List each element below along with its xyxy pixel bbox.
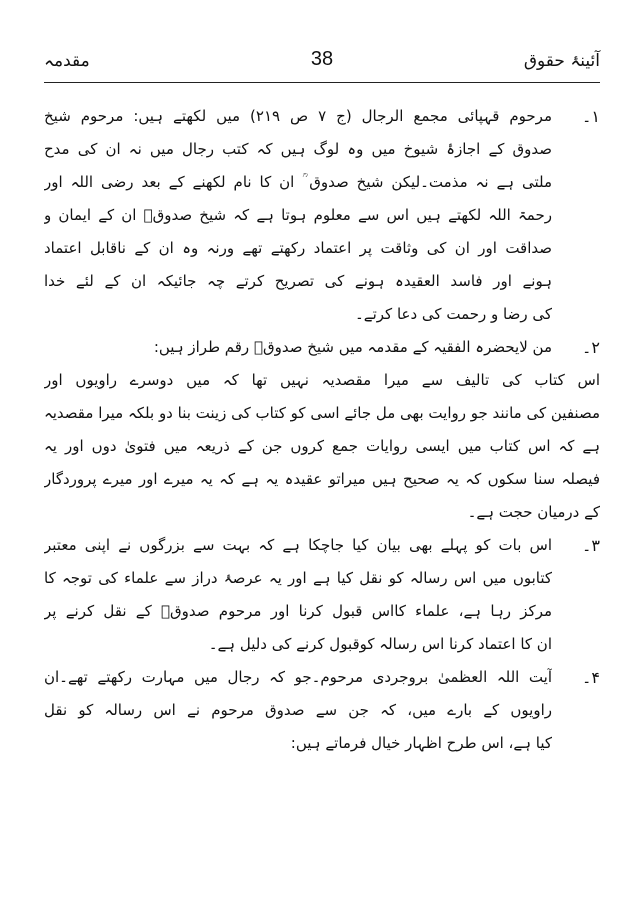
- paragraph-text: [44, 661, 552, 760]
- page-number: 38: [310, 48, 334, 70]
- text-line: آیت اللہ العظمیٰ بروجردی مرحوم۔جو کہ رجال میں مہارت رکھتے تھے۔ان: [44, 668, 552, 686]
- text-line: فیصلہ سنا سکوں کہ یہ صحیح ہیں میراتو عقیدہ یہ ہے کہ یہ میرے اور میرے پروردگار: [44, 470, 600, 488]
- paragraph-text: [44, 529, 552, 661]
- paragraph-text: [44, 100, 552, 331]
- text-line: مصنفین کی مانند جو روایت بھی مل جائے اسی کو کتاب کی زینت بنا دو بلکہ میرا مقصدیہ: [44, 404, 600, 422]
- text-line: راویوں کے بارے میں، کہ جن سے صدوق مرحوم نے اس رسالہ کو نقل: [44, 701, 552, 719]
- text-line: کی رضا و رحمت کی دعا کرتے۔: [355, 305, 552, 323]
- text-line: مرحوم قہپائی مجمع الرجال (ج ۷ ص ۲۱۹) میں لکھتے ہیں: مرحوم شیخ: [44, 107, 552, 125]
- section-title: مقدمہ: [44, 51, 90, 71]
- paragraph-number: ۴۔: [582, 668, 600, 687]
- text-line: صدوق کے اجازۂ شیوخ میں وہ لوگ ہیں کہ کتب رجال میں نہ ان کی مدح: [44, 140, 552, 158]
- text-line: صداقت اور ان کی وثاقت پر اعتماد رکھتے تھے ورنہ وہ ان کے ناقابل اعتماد: [44, 239, 552, 257]
- paragraph-number: ۳۔: [582, 536, 600, 555]
- text-line: اس بات کو پہلے بھی بیان کیا جاچکا ہے کہ بہت سے بزرگوں نے اپنی معتبر: [44, 536, 552, 554]
- text-line: کے درمیان حجت ہے۔: [467, 503, 600, 521]
- page-header: [44, 44, 600, 84]
- text-line: ہونے اور فاسد العقیدہ ہونے کی تصریح کرتے چہ جائیکہ ان کے لئے خدا: [44, 272, 552, 290]
- numbered-paragraph: [44, 661, 600, 760]
- paragraph-number: ۱۔: [582, 107, 600, 126]
- text-line: کتابوں میں اس رسالہ کو نقل کیا ہے اور یہ عرصۂ دراز سے علماء کی توجہ کا: [44, 569, 552, 587]
- text-line: کیا ہے، اس طرح اظہار خیال فرماتے ہیں:: [290, 734, 552, 752]
- header-divider: [44, 82, 600, 83]
- text-line: ملتی ہے نہ مذمت۔لیکن شیخ صدوق ؒ ان کا نام لکھنے کے بعد رضی اللہ اور: [44, 173, 552, 191]
- numbered-paragraph: [44, 100, 600, 331]
- numbered-paragraph: [44, 529, 600, 661]
- text-line: مرکز رہا ہے، علماء کااس قبول کرنا اور مرحوم صدوقؒ کے نقل کرنے پر: [44, 602, 552, 620]
- text-line: اس کتاب کی تالیف سے میرا مقصدیہ نہیں تھا کہ میں دوسرے راویوں اور: [44, 371, 600, 389]
- page-body: [44, 100, 600, 760]
- text-line: ہے کہ اس کتاب میں ایسی روایات جمع کروں جن کے ذریعہ میں فتویٰ دوں اور یہ: [44, 437, 600, 455]
- paragraph-text: [44, 331, 552, 364]
- quoted-passage: [44, 364, 600, 529]
- book-title: آئینۂ حقوق: [523, 51, 600, 71]
- paragraph-number: ۲۔: [582, 338, 600, 357]
- numbered-paragraph: [44, 331, 600, 364]
- text-line: رحمۃ اللہ لکھتے ہیں اس سے معلوم ہوتا ہے کہ شیخ صدوقؒ ان کے ایمان و: [44, 206, 552, 224]
- text-line: من لایحضرہ الفقیہ کے مقدمہ میں شیخ صدوقؒ رقم طراز ہیں:: [153, 338, 552, 356]
- text-line: ان کا اعتماد کرنا اس رسالہ کوقبول کرنے کی دلیل ہے۔: [208, 635, 552, 653]
